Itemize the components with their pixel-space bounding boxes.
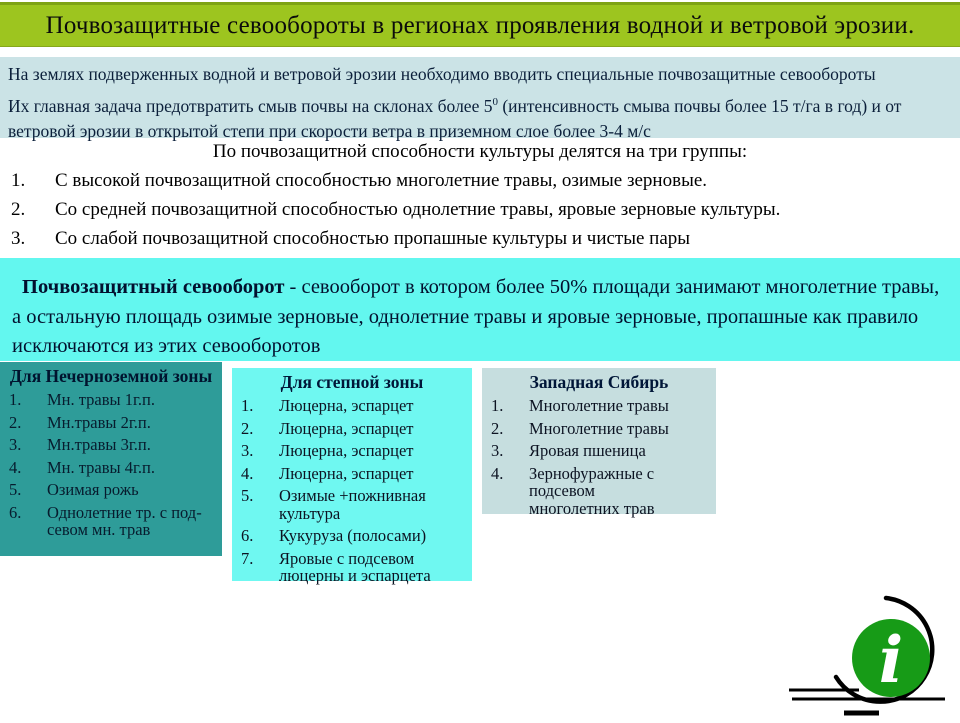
list-item-number: 3. <box>11 228 26 249</box>
column-nonchernozem-zone <box>0 362 222 556</box>
definition-term: Почвозащитный севооборот <box>22 276 285 298</box>
list-item-text: Мн. травы 1г.п. <box>47 390 155 410</box>
list-item-text: Мн.травы 2г.п. <box>47 412 151 432</box>
list-item <box>0 170 960 192</box>
list-item <box>0 436 222 453</box>
list-item-number: 3. <box>9 435 22 455</box>
list-item-number: 3. <box>491 441 504 461</box>
list-item-text: Кукуруза (полосами) <box>279 526 427 546</box>
list-item-text: Люцерна, эспарцет <box>279 396 414 416</box>
list-item <box>482 420 716 437</box>
column-title: Для Нечерноземной зоны <box>9 366 213 386</box>
list-item-number: 1. <box>241 396 254 416</box>
list-item-text: Мн.травы 3г.п. <box>47 435 151 455</box>
list-item-number: 2. <box>11 199 26 220</box>
column-steppe-zone <box>232 368 472 585</box>
intro-paragraph-1: На землях подверженных водной и ветровой эрозии необходимо вводить специальные почвозащитные севообороты <box>8 64 876 84</box>
list-item-number: 2. <box>9 412 22 432</box>
list-item-text: С высокой почвозащитной способностью многолетние травы, озимые зерновые. <box>55 170 708 191</box>
list-item <box>0 459 222 476</box>
list-item-number: 4. <box>491 463 504 483</box>
list-item-number: 1. <box>11 170 26 191</box>
definition-block <box>0 258 960 361</box>
list-item-text: Яровая пшеница <box>529 441 646 461</box>
intro-p2-text: Их главная задача предотвратить смыв почвы на склонах более 5 <box>8 95 493 116</box>
list-item-text: Однолетние тр. с под- севом мн. трав <box>47 502 202 540</box>
list-item <box>232 465 472 482</box>
list-item-text: Люцерна, эспарцет <box>279 441 414 461</box>
list-item-number: 6. <box>241 526 254 546</box>
definition-text: - севооборот в котором более 50% площади занимают многолетние травы, а остальную площадь озимые зерновые, однолетние травы и яровые зерновые, пропашные как правило исключаются из этих севооборотов <box>12 276 940 358</box>
list-item-number: 7. <box>241 548 254 568</box>
list-item <box>232 420 472 437</box>
list-item <box>482 442 716 459</box>
list-item-text: Зернофуражные с подсевом многолетних трав <box>529 463 655 518</box>
list-item-number: 3. <box>241 441 254 461</box>
list-item <box>482 465 716 517</box>
list-item-text: Люцерна, эспарцет <box>279 463 414 483</box>
list-item-text: Со средней почвозащитной способностью однолетние травы, яровые зерновые культуры. <box>55 199 781 220</box>
column-western-siberia <box>482 368 716 518</box>
list-item <box>0 391 222 408</box>
list-item <box>232 550 472 585</box>
slide-title-bar <box>0 2 960 47</box>
intro-block <box>0 57 960 141</box>
superscript-zero: 0 <box>492 96 498 109</box>
list-item <box>0 228 960 250</box>
list-item-text: Многолетние травы <box>529 396 669 416</box>
list-item-number: 5. <box>9 480 22 500</box>
list-item <box>0 481 222 498</box>
list-item-text: Озимые +пожнивная культура <box>279 486 426 523</box>
intro-paragraph-2 <box>8 94 952 144</box>
list-item-text: Яровые с подсевом люцерны и эспарцета <box>279 548 431 585</box>
list-item <box>0 199 960 221</box>
intro-p2-text-cont: (интенсивность смыва почвы более 15 т/га в год) и от ветровой эрозии в открытой степи при скорости ветра в приземном слое более 3-4 м/с <box>8 95 902 141</box>
list-item <box>482 397 716 414</box>
list-item <box>232 487 472 522</box>
info-icon-letter: i <box>878 623 904 698</box>
column-title: Западная Сибирь <box>529 372 669 392</box>
list-item-number: 4. <box>241 463 254 483</box>
list-item <box>232 442 472 459</box>
list-item-number: 6. <box>9 502 22 522</box>
list-item-number: 1. <box>491 396 504 416</box>
list-item-text: Со слабой почвозащитной способностью пропашные культуры и чистые пары <box>55 228 691 249</box>
info-icon-graphic <box>786 583 958 718</box>
list-item-text: Озимая рожь <box>47 480 139 500</box>
info-icon <box>786 583 958 718</box>
list-item-number: 4. <box>9 457 22 477</box>
list-item-text: Люцерна, эспарцет <box>279 418 414 438</box>
list-item-number: 1. <box>9 390 22 410</box>
list-item-number: 2. <box>241 418 254 438</box>
groups-section <box>0 138 960 257</box>
list-item <box>232 397 472 414</box>
list-item <box>232 527 472 544</box>
list-item <box>0 414 222 431</box>
page-title: Почвозащитные севообороты в регионах проявления водной и ветровой эрозии. <box>45 11 915 39</box>
groups-heading: По почвозащитной способности культуры делятся на три группы: <box>212 141 748 162</box>
column-title: Для степной зоны <box>280 372 424 392</box>
list-item-text: Мн. травы 4г.п. <box>47 457 155 477</box>
list-item <box>0 504 222 539</box>
list-item-number: 5. <box>241 486 254 506</box>
list-item-number: 2. <box>491 418 504 438</box>
list-item-text: Многолетние травы <box>529 418 669 438</box>
